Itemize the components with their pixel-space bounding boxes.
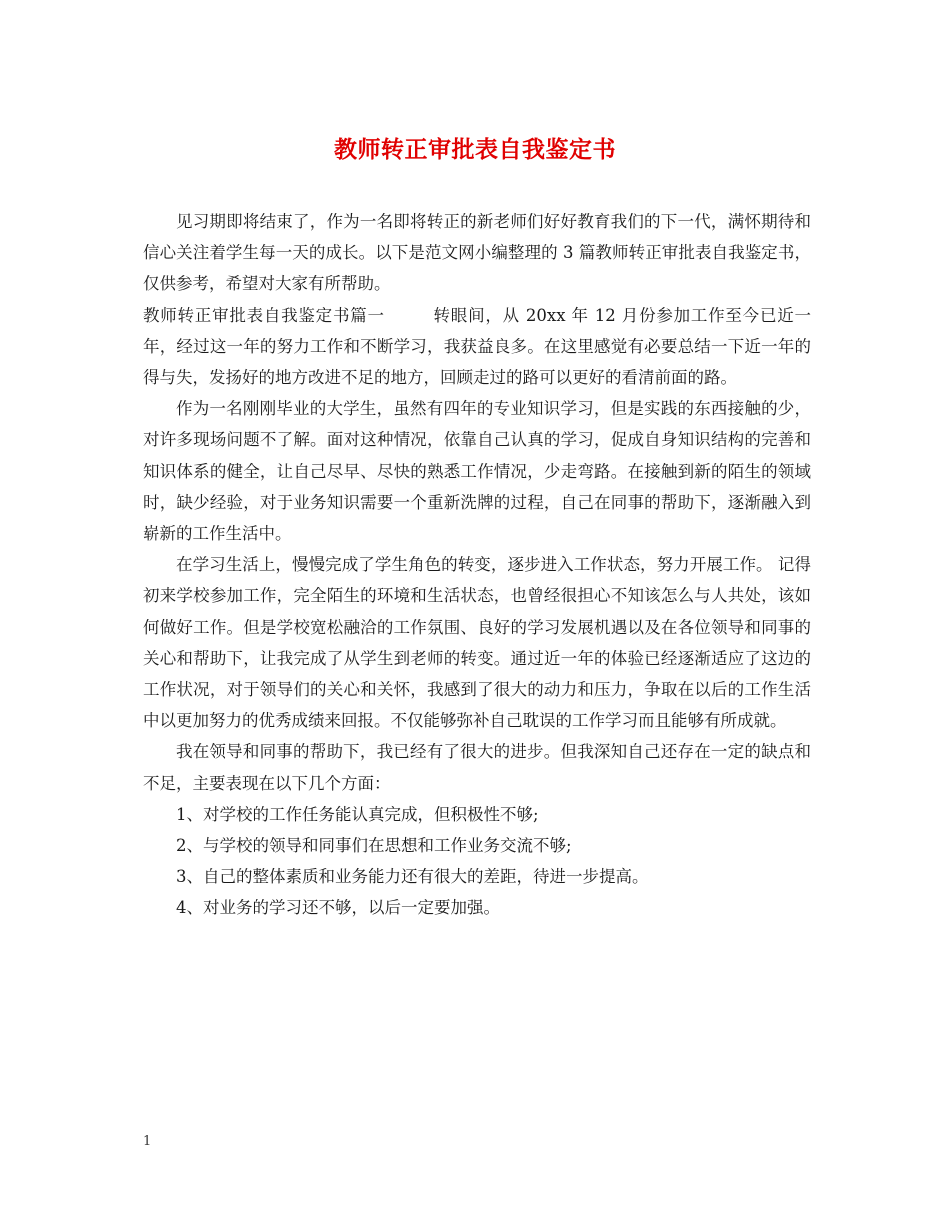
list-item: 4、对业务的学习还不够，以后一定要加强。 [176,898,500,918]
list-item: 2、与学校的领导和同事们在思想和工作业务交流不够; [176,836,572,856]
list-item: 1、对学校的工作任务能认真完成，但积极性不够; [176,804,539,824]
section-first-text: 转眼间，从 20xx 年 12 月份参加工作至今已近一年，经过这一年的努力工作和不断学习，我获益良多。在这里感觉有必要总结一下近一年的得与失，发扬好的地方改进不足的地方，回顾走过的路可以更好的看清前面的路。 [143,305,811,388]
body-paragraph: 我在领导和同事的帮助下，我已经有了很大的进步。但我深知自己还存在一定的缺点和不足，主要表现在以下几个方面： [143,742,811,793]
document-body [143,206,811,924]
list-item: 3、自己的整体素质和业务能力还有很大的差距，待进一步提高。 [176,867,649,887]
body-paragraph: 作为一名刚刚毕业的大学生，虽然有四年的专业知识学习，但是实践的东西接触的少，对许多现场问题不了解。面对这种情况，依靠自己认真的学习，促成自身知识结构的完善和知识体系的健全，让自己尽早、尽快的熟悉工作情况，少走弯路。在接触到新的陌生的领域时，缺少经验，对于业务知识需要一个重新洗牌的过程，自己在同事的帮助下，逐渐融入到崭新的工作生活中。 [143,399,811,544]
document-title: 教师转正审批表自我鉴定书 [334,136,616,163]
body-paragraph: 在学习生活上，慢慢完成了学生角色的转变，逐步进入工作状态，努力开展工作。 记得初来学校参加工作，完全陌生的环境和生活状态，也曾经很担心不知该怎么与人共处，该如何做好工作。但是学校宽松融洽的工作氛围、良好的学习发展机遇以及在各位领导和同事的关心和帮助下，让我完成了从学生到老师的转变。通过近一年的体验已经逐渐适应了这边的工作状况，对于领导们的关心和关怀，我感到了很大的动力和压力，争取在以后的工作生活中以更加努力的优秀成绩来回报。不仅能够弥补自己耽误的工作学习而且能够有所成就。 [143,555,811,731]
section-heading: 教师转正审批表自我鉴定书篇一 [143,305,385,325]
intro-paragraph: 见习期即将结束了，作为一名即将转正的新老师们好好教育我们的下一代，满怀期待和信心关注着学生每一天的成长。以下是范文网小编整理的 3 篇教师转正审批表自我鉴定书，仅供参考，希望对大家有所帮助。 [143,212,811,294]
page-number: 1 [143,1134,152,1149]
section-one-paragraph [143,300,811,394]
